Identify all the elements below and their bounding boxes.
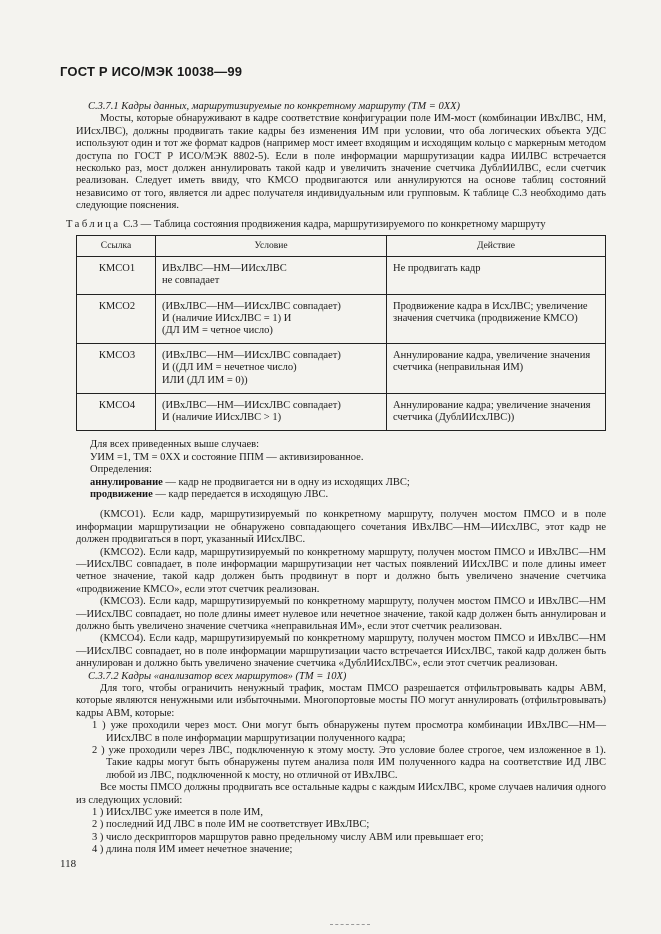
paragraph-kmso4: (КМСО4). Если кадр, маршрутизируемый по конкретному маршруту, получен мостом ПМСО и ИВхЛВС—НМ—ИИсхЛВС совпадает, но в поле информации маршрутизации часто встречается ИИсхЛВС, такой кадр должен быть аннулирован и должно быть увеличено значение счетчика «ДублИИсхЛВС», если этот счетчик реализован. (76, 633, 606, 670)
list-item: 3 ) число дескрипторов маршрутов равно предельному числу АВМ или превышает его; (92, 831, 484, 843)
condition-line: И (наличие ИИсхЛВС > 1) (162, 412, 282, 424)
table-row (77, 294, 606, 344)
condition-line: (ИВхЛВС—НМ—ИИсхЛВС совпадает) (162, 399, 341, 411)
definitions-block (76, 439, 606, 501)
list-item: 1 ) уже проходили через мост. Они могут быть обнаружены путем просмотра комбинации ИВхЛВС—НМ—ИИсхЛВС в поле информации маршрутизации полученного кадра; (92, 720, 606, 744)
action-line: счетчика (ДублИИсхЛВС)) (393, 412, 515, 424)
paragraph-kmso3: (КМСО3). Если кадр, маршрутизируемый по конкретному маршруту, получен мостом ПМСО и ИВхЛВС—НМ—ИИсхЛВС совпадает, но поле длины имеет нулевое или нечетное значение, такой кадр должен быть аннулирован и должно быть увеличено значение счетчика «неправильная ИМ», если этот счетчик реализован. (76, 596, 606, 632)
paragraph-kmso2: (КМСО2). Если кадр, маршрутизируемый по конкретному маршруту, получен мостом ПМСО и ИВхЛВС—НМ—ИИсхЛВС совпадает, в поле информации маршрутизации нет частых появлений ИИсхЛВС и поле длины имеет четное значение, такой кадр должен быть продвинут в порт и должно быть увеличено значение счетчика «продвижение КМСО», если этот счетчик реализован. (76, 546, 606, 595)
header-action: Действие (387, 236, 606, 257)
defs-intro: Для всех приведенных выше случаев: (90, 439, 260, 451)
definition-annul (90, 477, 606, 489)
table-caption-text: С.3 — Таблица состояния продвижения кадра, маршрутизируемого по конкретному маршруту (123, 218, 546, 230)
table-header-row (77, 236, 606, 257)
cell-ref: КМСО3 (77, 344, 156, 394)
condition-line: (ДЛ ИМ = четное число) (162, 325, 273, 337)
list-item: 2 ) уже проходили через ЛВС, подключенную к этому мосту. Это условие более строгое, чем изложенное в 1). Такие кадры могут быть обнаружены путем анализа поля ИМ полученного кадра на соответствие ИД ЛВС любой из ЛВС, подключенной к мосту, но отличной от ИВхЛВС. (92, 745, 606, 781)
paragraph-bridges: Мосты, которые обнаруживают в кадре соответствие конфигурации поле ИМ-мост (комбинации ИВхЛВС, НМ, ИИсхЛВС), должны продвигать такие кадры без изменения ИМ при условии, что оба логических объекта УДС используют один и тот же формат кадров (например мост имеет входящим и исходящим кольцо с маркерным методом доступа по ГОСТ Р ИСО/МЭК 8802-5). Если в поле информации маршрутизации кадра ИИЛВС встречается несколько раз, мост должен аннулировать такой кадр и увеличить значение счетчика ДублИИЛВС, если счетчик реализован. Следует иметь ввиду, что КМСО продвигаются или аннулируются на основе таблиц состояний независимо от того, является ли адрес получателя индивидуальным или групповым. К таблице С.3 необходимо дать следующие пояснения. (76, 113, 606, 212)
table-caption (66, 219, 606, 231)
paragraph-kmso1: (КМСО1). Если кадр, маршрутизируемый по конкретному маршруту, получен мостом ПМСО и в поле информации маршрутизации не обнаружено совпадающего сочетания ИВхЛВС—НМ—ИИсхЛВС, этот кадр не должен продвигаться в порт, указанный ИИсхЛВС. (76, 509, 606, 546)
action-line: Продвижение кадра в ИсхЛВС; увеличение (393, 300, 588, 312)
cell-action (387, 344, 606, 394)
list-item: 1 ) ИИсхЛВС уже имеется в поле ИМ, (92, 807, 263, 819)
condition-line: ИВхЛВС—НМ—ИИсхЛВС (162, 263, 287, 275)
scan-mark (330, 924, 370, 926)
table-caption-label: Таблица (66, 218, 121, 230)
action-line: значения счетчика (продвижение КМСО) (393, 312, 578, 324)
definition-forward (90, 489, 606, 501)
cell-condition (156, 393, 387, 430)
defs-title: Определения: (90, 464, 152, 476)
condition-line: ИЛИ (ДЛ ИМ = 0)) (162, 374, 248, 386)
table-row (77, 257, 606, 294)
cell-ref: КМСО2 (77, 294, 156, 344)
cell-condition (156, 257, 387, 294)
section-title-c371: С.3.7.1 Кадры данных, маршрутизируемые по конкретному маршруту (ТМ = 0ХХ) (88, 101, 461, 112)
list-item: 4 ) длина поля ИМ имеет нечетное значение; (92, 844, 293, 856)
document-header: ГОСТ Р ИСО/МЭК 10038—99 (60, 64, 243, 79)
cell-condition (156, 294, 387, 344)
term-annul: аннулирование (90, 476, 163, 488)
paragraph-filter: Для того, чтобы ограничить ненужный трафик, мостам ПМСО разрешается отфильтровывать кадры АВМ, которые являются ненужными или избыточными. Многопортовые мосты ПО могут аннулировать (отфильтровывать) кадры АВМ, которые: (76, 683, 606, 719)
cell-action (387, 294, 606, 344)
page-content (66, 101, 606, 857)
header-ref: Ссылка (77, 236, 156, 257)
condition-line: не совпадает (162, 275, 220, 287)
action-line: Аннулирование кадра, увеличение значения (393, 350, 591, 362)
table-row (77, 393, 606, 430)
cell-action (387, 393, 606, 430)
exception-conditions-list (76, 807, 606, 857)
header-condition: Условие (156, 236, 387, 257)
condition-line: И (наличие ИИсхЛВС = 1) И (162, 312, 292, 324)
filter-conditions-list (76, 720, 606, 782)
condition-line: (ИВхЛВС—НМ—ИИсхЛВС совпадает) (162, 300, 341, 312)
term-forward: продвижение (90, 488, 153, 500)
term-forward-text: — кадр передается в исходящую ЛВС. (152, 488, 329, 500)
term-annul-text: — кадр не продвигается ни в одну из исходящих ЛВС; (162, 476, 410, 488)
cell-ref: КМСО1 (77, 257, 156, 294)
cell-condition (156, 344, 387, 394)
condition-line: И ((ДЛ ИМ = нечетное число) (162, 362, 297, 374)
cell-action (387, 257, 606, 294)
page-number: 118 (60, 858, 77, 870)
list-item: 2 ) последний ИД ЛВС в поле ИМ не соответствует ИВхЛВС; (92, 819, 370, 831)
defs-values: УИМ =1, ТМ = 0ХХ и состояние ППМ — активизированное. (90, 451, 364, 463)
paragraph-forward-all: Все мосты ПМСО должны продвигать все остальные кадры с каждым ИИсхЛВС, кроме случаев наличия одного из следующих условий: (76, 782, 606, 806)
condition-line: (ИВхЛВС—НМ—ИИсхЛВС совпадает) (162, 350, 341, 362)
action-line: счетчика (неправильная ИМ) (393, 362, 524, 374)
state-table (76, 235, 606, 431)
cell-ref: КМСО4 (77, 393, 156, 430)
section-title-c372: С.3.7.2 Кадры «анализатор всех маршрутов» (ТМ = 10Х) (88, 670, 347, 682)
action-line: Не продвигать кадр (393, 263, 481, 275)
table-row (77, 344, 606, 394)
action-line: Аннулирование кадра; увеличение значения (393, 399, 591, 411)
